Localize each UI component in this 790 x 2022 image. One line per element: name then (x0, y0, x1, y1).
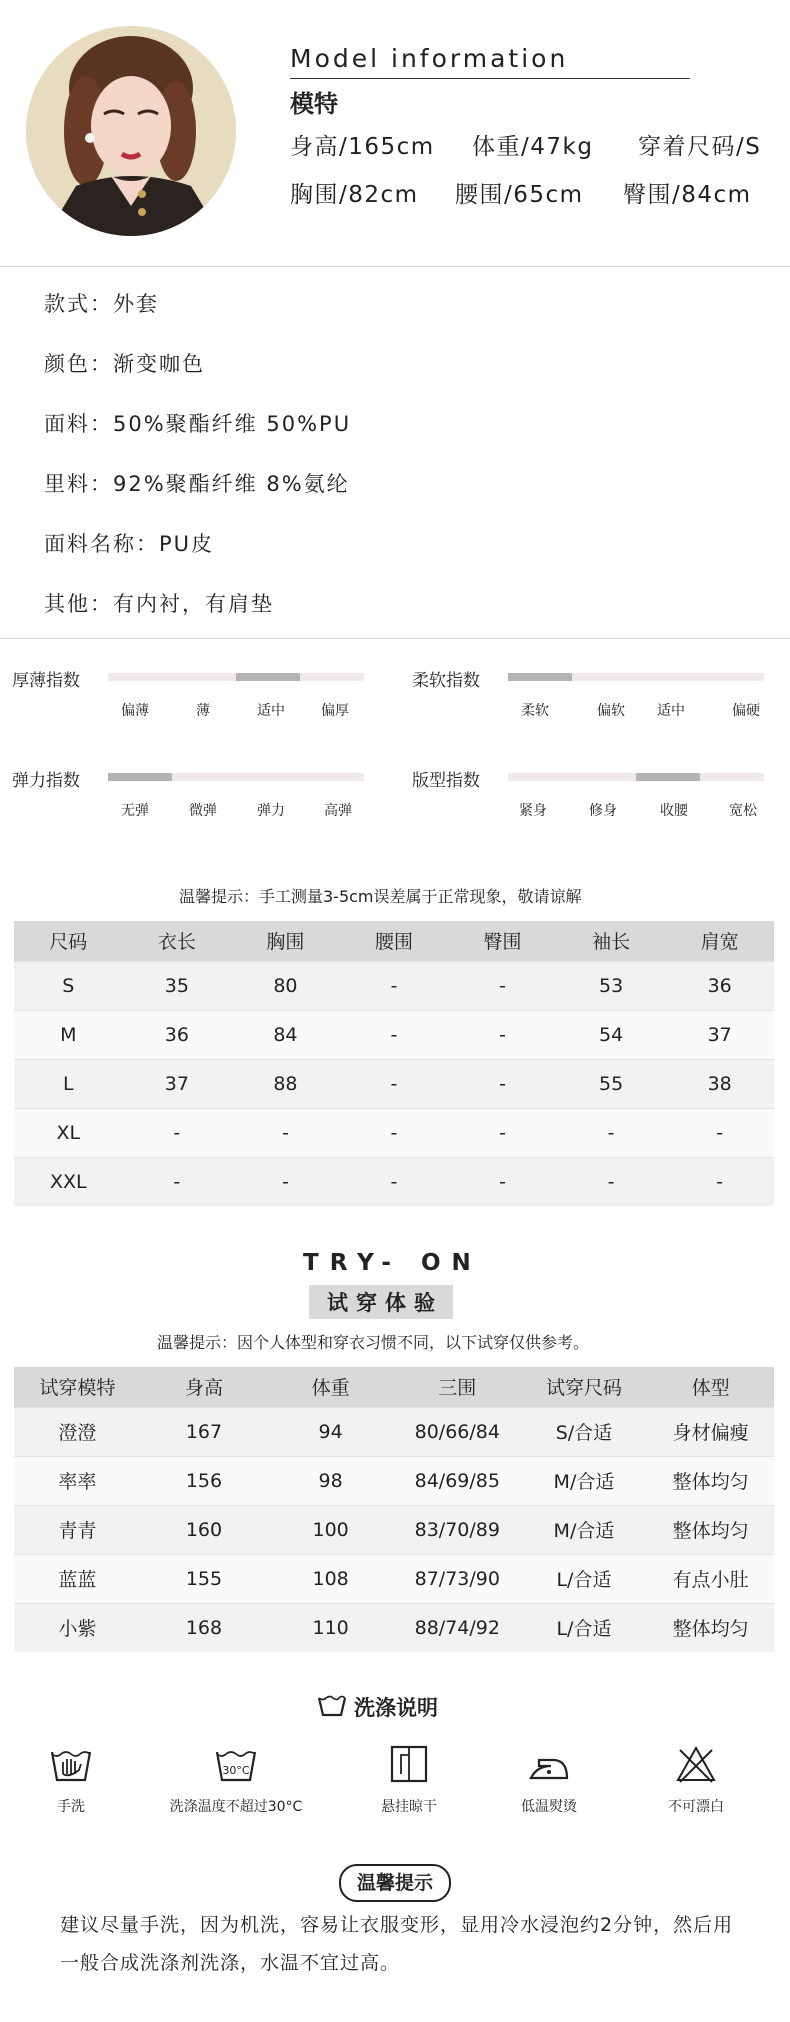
model-title: Model information (290, 44, 569, 73)
table-cell: 54 (557, 1010, 666, 1059)
table-cell: XL (14, 1108, 123, 1157)
model-subtitle: 模特 (290, 90, 338, 118)
spec-fabric-name: 面料名称：PU皮 (44, 532, 215, 556)
table-cell: - (340, 961, 449, 1010)
table-row (14, 1407, 774, 1456)
table-cell: 37 (123, 1059, 232, 1108)
table-cell: 80/66/84 (394, 1407, 521, 1456)
table-cell: 80 (231, 961, 340, 1010)
tryon-table (14, 1367, 774, 1652)
table-cell: - (448, 961, 557, 1010)
elasticity-index-label: 弹力指数 (12, 771, 80, 791)
tryon-col-header: 试穿尺码 (521, 1367, 648, 1407)
table-cell: - (231, 1157, 340, 1206)
fit-tick: 修身 (589, 803, 617, 819)
line-dry-icon (387, 1744, 431, 1784)
wash-item-low-iron (474, 1744, 624, 1816)
elasticity-tick: 弹力 (257, 803, 285, 819)
wash-label: 不可漂白 (668, 1799, 724, 1815)
thickness-index-track (108, 673, 364, 681)
table-cell: 整体均匀 (647, 1603, 774, 1652)
table-cell: 167 (141, 1407, 268, 1456)
spec-other: 其他：有内衬，有肩垫 (44, 592, 274, 616)
tryon-col-header: 体重 (267, 1367, 394, 1407)
table-cell: 168 (141, 1603, 268, 1652)
table-cell: - (448, 1059, 557, 1108)
thickness-tick: 适中 (257, 703, 285, 719)
tryon-subtitle: 试穿体验 (309, 1285, 453, 1319)
table-cell: 83/70/89 (394, 1505, 521, 1554)
table-cell: - (448, 1157, 557, 1206)
table-row (14, 1554, 774, 1603)
spec-fabric: 面料：50%聚酯纤维 50%PU (44, 412, 352, 436)
model-avatar (26, 26, 236, 236)
wash-item-line-dry (334, 1744, 484, 1816)
table-cell: 155 (141, 1554, 268, 1603)
size-col-header: 臀围 (448, 921, 557, 961)
hand-wash-icon (49, 1744, 93, 1784)
table-cell: 84 (231, 1010, 340, 1059)
table-cell: 88 (231, 1059, 340, 1108)
table-cell: 澄澄 (14, 1407, 141, 1456)
wash-label: 手洗 (57, 1799, 85, 1815)
table-row (14, 1456, 774, 1505)
table-cell: 53 (557, 961, 666, 1010)
fit-tick: 收腰 (660, 803, 688, 819)
section-divider (0, 638, 790, 639)
wash-title: 洗涤说明 (354, 1696, 438, 1720)
table-cell: XXL (14, 1157, 123, 1206)
tips-text: 建议尽量手洗，因为机洗，容易让衣服变形，显用冷水浸泡约2分钟，然后用一般合成洗涤剂洗涤，水温不宜过高。 (60, 1914, 734, 1974)
fit-index-label: 版型指数 (412, 771, 480, 791)
size-col-header: 尺码 (14, 921, 123, 961)
elasticity-tick: 高弹 (324, 803, 352, 819)
size-table (14, 921, 774, 1206)
elasticity-index-marker (108, 773, 172, 781)
softness-tick: 偏软 (597, 703, 625, 719)
size-col-header: 衣长 (123, 921, 232, 961)
table-cell: L/合适 (521, 1554, 648, 1603)
thickness-tick: 薄 (196, 703, 210, 719)
model-hip: 臀围/84cm (623, 182, 752, 208)
fit-tick: 宽松 (729, 803, 757, 819)
table-cell: - (557, 1157, 666, 1206)
elasticity-tick: 微弹 (189, 803, 217, 819)
wash-temp-text: 30°C (222, 1764, 250, 1777)
tryon-note: 温馨提示：因个人体型和穿衣习惯不同，以下试穿仅供参考。 (157, 1333, 590, 1352)
table-cell: 整体均匀 (647, 1505, 774, 1554)
model-title-underline (290, 78, 690, 79)
table-cell: 整体均匀 (647, 1456, 774, 1505)
table-row (14, 1010, 774, 1059)
fit-index-track (508, 773, 764, 781)
tryon-title: TRY- ON (303, 1250, 482, 1276)
table-cell: 84/69/85 (394, 1456, 521, 1505)
table-row (14, 1157, 774, 1206)
tryon-col-header: 试穿模特 (14, 1367, 141, 1407)
wash-30-icon (214, 1744, 258, 1784)
table-cell: - (123, 1108, 232, 1157)
table-cell: S/合适 (521, 1407, 648, 1456)
tips-title: 温馨提示 (339, 1864, 451, 1902)
table-cell: 率率 (14, 1456, 141, 1505)
thickness-index-label: 厚薄指数 (12, 671, 80, 691)
wash-item-no-bleach (621, 1744, 771, 1816)
tryon-col-header: 身高 (141, 1367, 268, 1407)
thickness-tick: 偏薄 (121, 703, 149, 719)
table-cell: 94 (267, 1407, 394, 1456)
table-cell: - (448, 1010, 557, 1059)
thickness-tick: 偏厚 (321, 703, 349, 719)
wash-item-30 (161, 1744, 311, 1816)
table-cell: 55 (557, 1059, 666, 1108)
model-bust: 胸围/82cm (290, 182, 419, 208)
elasticity-index-track (108, 773, 364, 781)
softness-index-track (508, 673, 764, 681)
table-cell: - (557, 1108, 666, 1157)
table-cell: - (123, 1157, 232, 1206)
table-cell: - (340, 1010, 449, 1059)
table-cell: 35 (123, 961, 232, 1010)
table-cell: L (14, 1059, 123, 1108)
table-cell: 小紫 (14, 1603, 141, 1652)
table-cell: 100 (267, 1505, 394, 1554)
model-waist: 腰围/65cm (455, 182, 584, 208)
model-weight: 体重/47kg (472, 134, 594, 160)
fit-index-marker (636, 773, 700, 781)
table-cell: - (340, 1059, 449, 1108)
spec-color: 颜色：渐变咖色 (44, 352, 205, 376)
table-cell: - (340, 1108, 449, 1157)
wash-label: 悬挂晾干 (381, 1799, 437, 1815)
table-cell: - (665, 1157, 774, 1206)
spec-style: 款式：外套 (44, 292, 159, 316)
size-col-header: 袖长 (557, 921, 666, 961)
table-row (14, 1059, 774, 1108)
table-cell: M/合适 (521, 1456, 648, 1505)
size-col-header: 腰围 (340, 921, 449, 961)
section-divider (0, 266, 790, 267)
thickness-index-marker (236, 673, 300, 681)
low-iron-icon (527, 1744, 571, 1784)
table-row (14, 1603, 774, 1652)
table-cell: L/合适 (521, 1603, 648, 1652)
table-cell: 110 (267, 1603, 394, 1652)
size-col-header: 肩宽 (665, 921, 774, 961)
table-cell: - (665, 1108, 774, 1157)
size-note: 温馨提示：手工测量3-5cm误差属于正常现象，敬请谅解 (179, 887, 582, 906)
table-cell: 160 (141, 1505, 268, 1554)
wash-label: 洗涤温度不超过30°C (169, 1799, 303, 1815)
table-cell: - (231, 1108, 340, 1157)
softness-index-label: 柔软指数 (412, 671, 480, 691)
table-cell: 青青 (14, 1505, 141, 1554)
elasticity-tick: 无弹 (121, 803, 149, 819)
spec-lining: 里料：92%聚酯纤维 8%氨纶 (44, 472, 350, 496)
table-cell: 蓝蓝 (14, 1554, 141, 1603)
table-row (14, 1108, 774, 1157)
table-cell: 身材偏瘦 (647, 1407, 774, 1456)
softness-index-marker (508, 673, 572, 681)
model-height: 身高/165cm (290, 134, 435, 160)
table-cell: 38 (665, 1059, 774, 1108)
table-cell: 87/73/90 (394, 1554, 521, 1603)
table-cell: 156 (141, 1456, 268, 1505)
table-cell: 有点小肚 (647, 1554, 774, 1603)
wash-item-hand-wash (0, 1744, 146, 1816)
table-cell: 36 (665, 961, 774, 1010)
washtub-icon (318, 1694, 346, 1718)
table-cell: 36 (123, 1010, 232, 1059)
table-cell: - (448, 1108, 557, 1157)
size-col-header: 胸围 (231, 921, 340, 961)
fit-tick: 紧身 (519, 803, 547, 819)
tryon-col-header: 体型 (647, 1367, 774, 1407)
model-size: 穿着尺码/S (638, 134, 762, 160)
table-cell: S (14, 961, 123, 1010)
table-cell: 88/74/92 (394, 1603, 521, 1652)
table-cell: - (340, 1157, 449, 1206)
softness-tick: 适中 (657, 703, 685, 719)
no-bleach-icon (674, 1744, 718, 1784)
table-row (14, 1505, 774, 1554)
wash-label: 低温熨烫 (521, 1799, 577, 1815)
table-cell: 37 (665, 1010, 774, 1059)
tryon-col-header: 三围 (394, 1367, 521, 1407)
softness-tick: 柔软 (521, 703, 549, 719)
table-cell: M (14, 1010, 123, 1059)
softness-tick: 偏硬 (732, 703, 760, 719)
table-row (14, 961, 774, 1010)
table-cell: 98 (267, 1456, 394, 1505)
table-cell: 108 (267, 1554, 394, 1603)
table-cell: M/合适 (521, 1505, 648, 1554)
